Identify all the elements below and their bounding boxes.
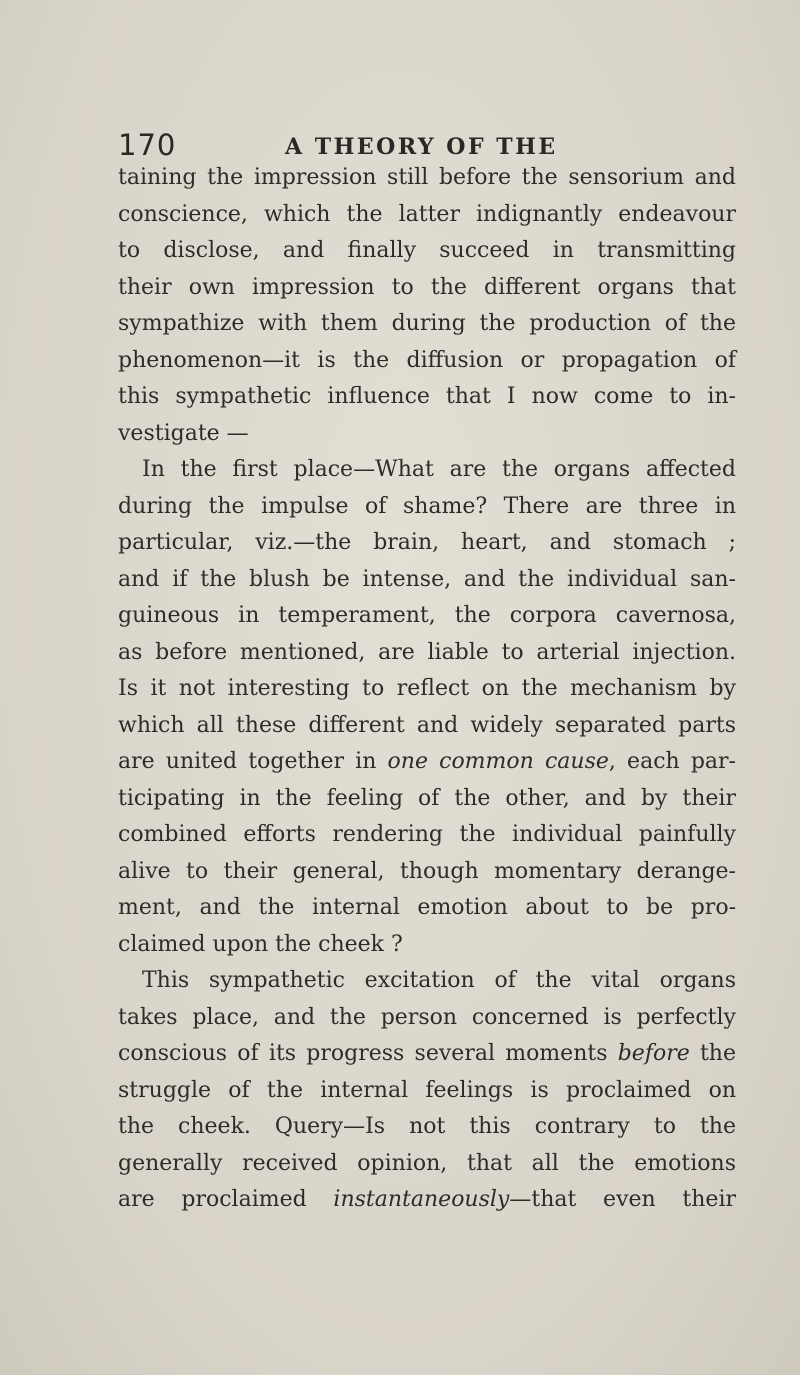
text-line: Is it not interesting to reflect on the mechanism by <box>118 676 736 701</box>
text-line: phenomenon—it is the diffusion or propagation of <box>118 347 736 373</box>
paragraph-start-line: In the first place—What are the organs affected <box>142 457 736 482</box>
text-line: guineous in temperament, the corpora cavernosa, <box>118 603 736 628</box>
paragraph-start-line: This sympathetic excitation of the vital organs <box>142 968 736 993</box>
text-line <box>118 1182 736 1219</box>
body-text <box>118 160 736 1219</box>
text-line <box>118 744 736 781</box>
text-line: during the impulse of shame? There are three in <box>118 493 736 519</box>
running-title: A THEORY OF THE <box>285 134 558 160</box>
text-line: takes place, and the person concerned is perfectly <box>118 1004 736 1030</box>
text-line: particular, viz.—the brain, heart, and stomach ; <box>118 530 736 555</box>
text-line: alive to their general, though momentary derange- <box>118 858 736 884</box>
text-segment: the <box>689 1041 736 1066</box>
text-line: conscience, which the latter indignantly endeavour <box>118 201 736 227</box>
text-line: claimed upon the cheek ? <box>118 931 403 957</box>
text-segment: —that even their <box>509 1187 736 1212</box>
text-line: taining the impression still before the sensorium and <box>118 165 736 190</box>
text-line: ticipating in the feeling of the other, and by their <box>118 785 736 811</box>
text-segment: conscious of its progress several moments <box>118 1041 618 1066</box>
text-segment: , each par- <box>608 749 736 774</box>
text-line: combined efforts rendering the individual painfully <box>118 822 736 847</box>
italic-phrase: instantaneously <box>333 1187 510 1212</box>
text-line: vestigate — <box>118 420 249 446</box>
page-number: 170 <box>118 128 177 162</box>
text-line: to disclose, and finally succeed in transmitting <box>118 238 736 263</box>
text-line: and if the blush be intense, and the individual san- <box>118 566 736 592</box>
text-line: this sympathetic influence that I now come to in- <box>118 384 736 409</box>
text-line: generally received opinion, that all the emotions <box>118 1150 736 1176</box>
italic-phrase: before <box>617 1041 690 1066</box>
text-segment: are united together in <box>118 749 388 774</box>
text-line <box>118 1036 736 1073</box>
text-line: their own impression to the different organs that <box>118 274 736 300</box>
text-line: as before mentioned, are liable to arterial injection. <box>118 639 736 665</box>
text-line: the cheek. Query—Is not this contrary to the <box>118 1114 736 1139</box>
text-line: ment, and the internal emotion about to be pro- <box>118 895 736 920</box>
text-line: sympathize with them during the production of the <box>118 311 736 336</box>
text-line: struggle of the internal feelings is proclaimed on <box>118 1077 736 1103</box>
text-segment: are proclaimed <box>118 1187 334 1212</box>
text-line: which all these different and widely separated parts <box>118 712 736 738</box>
italic-phrase: one common cause <box>387 749 609 774</box>
